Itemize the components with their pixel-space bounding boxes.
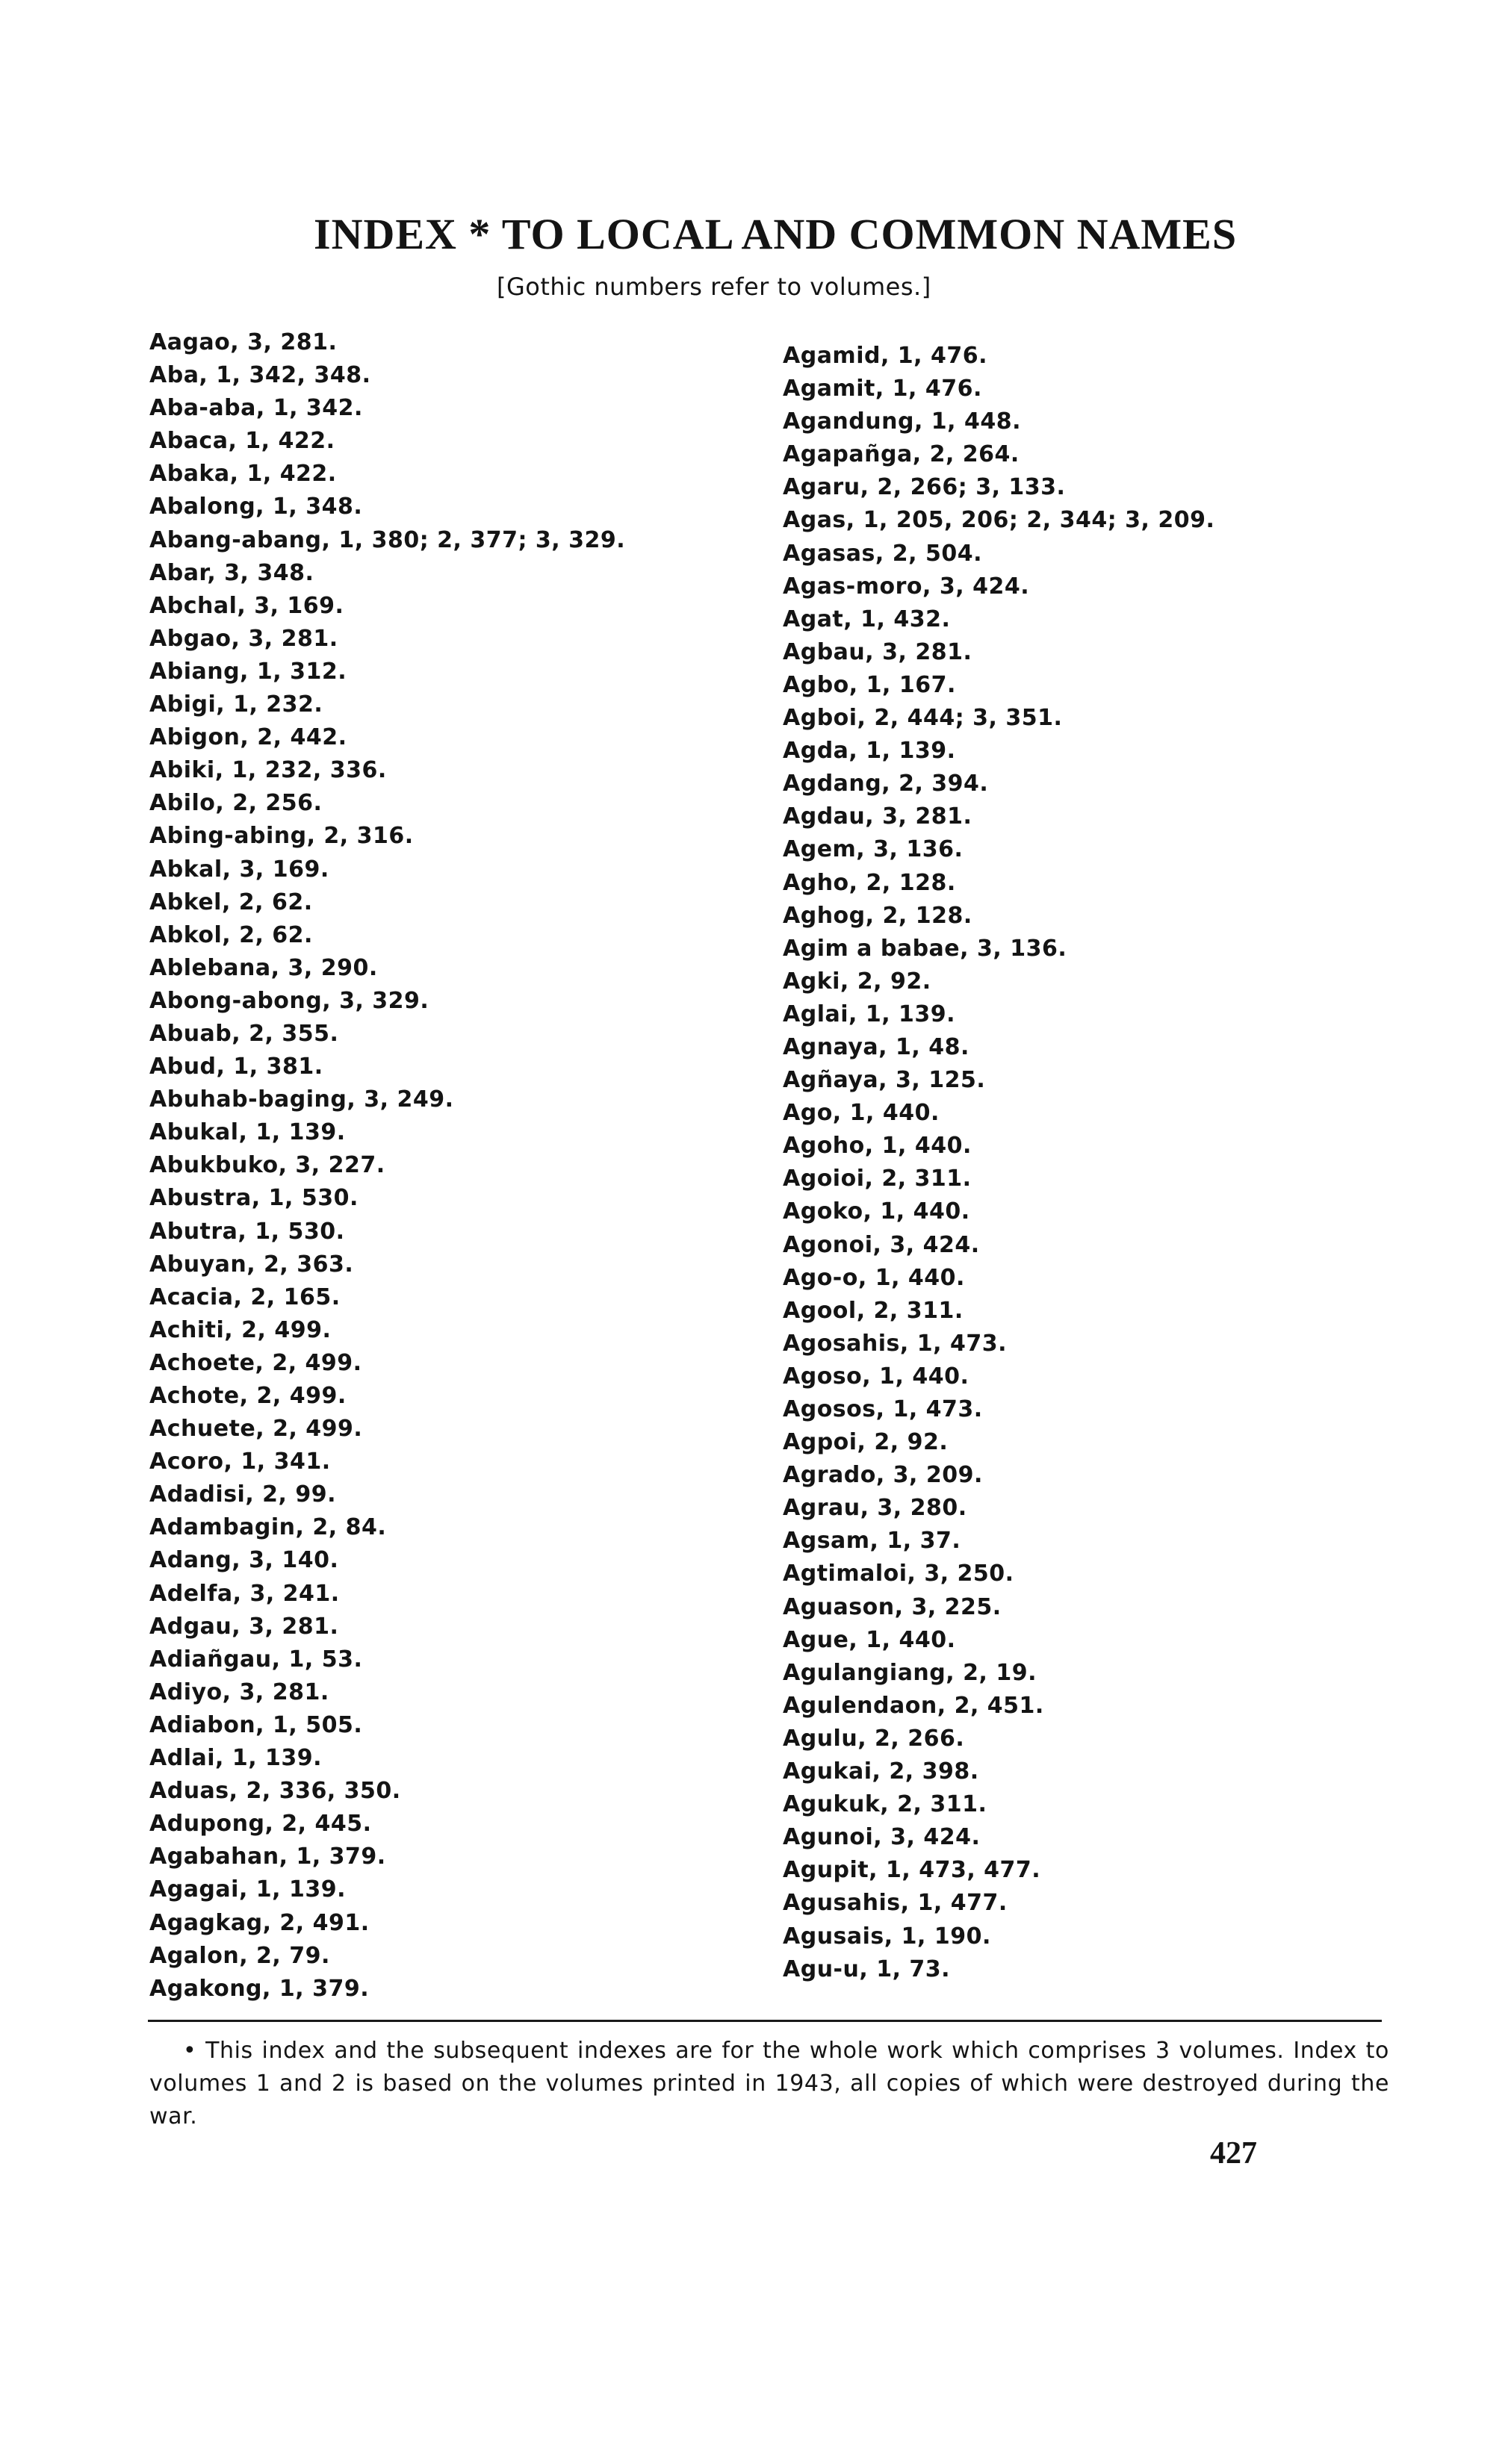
index-subtitle: [Gothic numbers refer to volumes.] [497,273,931,301]
index-entry: Abukal, 1, 139. [149,1119,346,1146]
index-entry: Agoho, 1, 440. [783,1133,972,1160]
index-entry: Agupit, 1, 473, 477. [783,1857,1041,1884]
index-entry: Adambagin, 2, 84. [149,1514,387,1541]
index-entry: Agñaya, 3, 125. [783,1067,986,1094]
index-entry: Agrado, 3, 209. [783,1462,983,1489]
index-entry: Abaka, 1, 422. [149,461,337,488]
index-entry: Adgau, 3, 281. [149,1613,339,1640]
footnote-body: • This index and the subsequent indexes are for the whole work which comprises 3 volumes. Index to volumes 1 and 2 is based on the volumes printed in 1943, all copies of which were destroyed during the war. [149,2038,1389,2129]
index-entry: Agosahis, 1, 473. [783,1330,1007,1357]
index-entry: Agagai, 1, 139. [149,1876,347,1903]
index-entry: Achoete, 2, 499. [149,1349,362,1376]
index-entry: Agasas, 2, 504. [783,540,982,567]
index-entry: Abing-abing, 2, 316. [149,823,414,850]
index-entry: Abukbuko, 3, 227. [149,1152,385,1179]
index-entry: Abigon, 2, 442. [149,724,347,751]
index-entry: Adiyo, 3, 281. [149,1679,329,1705]
index-entry: Adang, 3, 140. [149,1547,339,1574]
index-entry: Agrau, 3, 280. [783,1495,967,1522]
index-entry: Aghog, 2, 128. [783,902,972,929]
index-entry: Aagao, 3, 281. [149,329,338,355]
index-entry: Agho, 2, 128. [783,869,956,896]
index-entry: Aguason, 3, 225. [783,1593,1002,1620]
index-entry: Ago-o, 1, 440. [783,1264,965,1291]
index-entry: Abuhab-baging, 3, 249. [149,1086,454,1113]
index-entry: Agoso, 1, 440. [783,1363,969,1390]
index-entry: Agki, 2, 92. [783,968,931,995]
index-entry: Ague, 1, 440. [783,1626,956,1653]
index-entry: Acoro, 1, 341. [149,1449,331,1475]
index-entry: Adiabon, 1, 505. [149,1711,363,1738]
index-entry: Aba-aba, 1, 342. [149,395,363,422]
index-entry: Agu-u, 1, 73. [783,1956,951,1982]
index-entry: Adelfa, 3, 241. [149,1580,340,1607]
index-entry: Abud, 1, 381. [149,1054,323,1080]
index-entry: Abutra, 1, 530. [149,1218,345,1245]
index-entry: Abuab, 2, 355. [149,1020,339,1047]
index-entry: Agoko, 1, 440. [783,1198,970,1225]
index-entry: Agukai, 2, 398. [783,1758,979,1785]
index-entry: Abkol, 2, 62. [149,921,313,948]
index-entry: Agas, 1, 205, 206; 2, 344; 3, 209. [783,507,1215,534]
index-entry: Agaru, 2, 266; 3, 133. [783,474,1066,501]
index-entry: Agas-moro, 3, 424. [783,573,1030,600]
index-entry: Agool, 2, 311. [783,1297,964,1324]
index-entry: Agbo, 1, 167. [783,671,956,698]
page-number: 427 [1210,2136,1257,2171]
index-entry: Agalon, 2, 79. [149,1942,330,1969]
index-entry: Abalong, 1, 348. [149,494,363,520]
index-entry: Agulu, 2, 266. [783,1725,965,1752]
index-entry: Agulangiang, 2, 19. [783,1659,1037,1686]
index-entry: Acacia, 2, 165. [149,1284,341,1310]
index-entry: Abuyan, 2, 363. [149,1251,354,1278]
index-entry: Adiañgau, 1, 53. [149,1646,363,1673]
index-entry: Agtimaloi, 3, 250. [783,1561,1014,1587]
index-title: INDEX * TO LOCAL AND COMMON NAMES [314,210,1238,258]
index-entry: Agamid, 1, 476. [783,343,988,369]
index-entry: Adupong, 2, 445. [149,1811,372,1838]
index-entry: Agsam, 1, 37. [783,1528,961,1555]
index-entry: Agunoi, 3, 424. [783,1824,981,1851]
index-entry: Abchal, 3, 169. [149,592,344,619]
index-entry: Agukuk, 2, 311. [783,1791,987,1818]
index-entry: Agandung, 1, 448. [783,408,1022,435]
index-entry: Agboi, 2, 444; 3, 351. [783,705,1063,732]
index-entry: Ablebana, 3, 290. [149,954,378,981]
index-entry: Aba, 1, 342, 348. [149,362,371,389]
index-entry: Abiki, 1, 232, 336. [149,757,387,784]
index-entry: Abiang, 1, 312. [149,658,347,685]
index-entry: Aduas, 2, 336, 350. [149,1778,401,1805]
index-entry: Abang-abang, 1, 380; 2, 377; 3, 329. [149,526,626,553]
index-entry: Aglai, 1, 139. [783,1001,956,1027]
footnote-divider [148,2020,1382,2022]
index-entry: Agim a babae, 3, 136. [783,935,1067,962]
index-entry: Agapañga, 2, 264. [783,441,1020,468]
index-entry: Agonoi, 3, 424. [783,1231,980,1258]
index-entry: Agbau, 3, 281. [783,638,972,665]
index-entry: Ago, 1, 440. [783,1100,940,1127]
index-entry: Abilo, 2, 256. [149,790,323,817]
index-entry: Agagkag, 2, 491. [149,1909,370,1936]
index-entry: Adadisi, 2, 99. [149,1481,337,1508]
index-entry: Abustra, 1, 530. [149,1185,359,1212]
index-entry: Agabahan, 1, 379. [149,1844,386,1870]
index-entry: Agem, 3, 136. [783,836,964,863]
index-entry: Agdau, 3, 281. [783,803,972,830]
index-entry: Agulendaon, 2, 451. [783,1692,1044,1719]
index-entry: Agusais, 1, 190. [783,1923,991,1950]
index-entry: Agdang, 2, 394. [783,771,989,797]
index-entry: Abigi, 1, 232. [149,691,323,718]
index-entry: Achote, 2, 499. [149,1383,347,1409]
index-entry: Agpoi, 2, 92. [783,1429,949,1456]
index-entry: Agda, 1, 139. [783,738,956,765]
index-entry: Agoioi, 2, 311. [783,1166,972,1192]
index-entry: Abkel, 2, 62. [149,889,313,915]
index-entry: Abkal, 3, 169. [149,856,329,883]
index-entry: Abgao, 3, 281. [149,625,338,652]
index-entry: Agakong, 1, 379. [149,1975,370,2002]
footnote-text [149,2035,1389,2133]
index-entry: Adlai, 1, 139. [149,1745,323,1772]
index-entry: Agnaya, 1, 48. [783,1033,969,1060]
index-entry: Achuete, 2, 499. [149,1416,363,1443]
index-column-right [783,340,1395,1986]
index-entry: Agamit, 1, 476. [783,376,982,402]
index-entry: Abar, 3, 348. [149,559,314,586]
index-entry: Agat, 1, 432. [783,606,951,632]
index-entry: Abong-abong, 3, 329. [149,987,429,1014]
index-entry: Abaca, 1, 422. [149,428,335,455]
index-entry: Achiti, 2, 499. [149,1316,332,1343]
index-column-left [149,326,762,2006]
index-entry: Agosos, 1, 473. [783,1396,983,1422]
index-entry: Agusahis, 1, 477. [783,1890,1008,1917]
